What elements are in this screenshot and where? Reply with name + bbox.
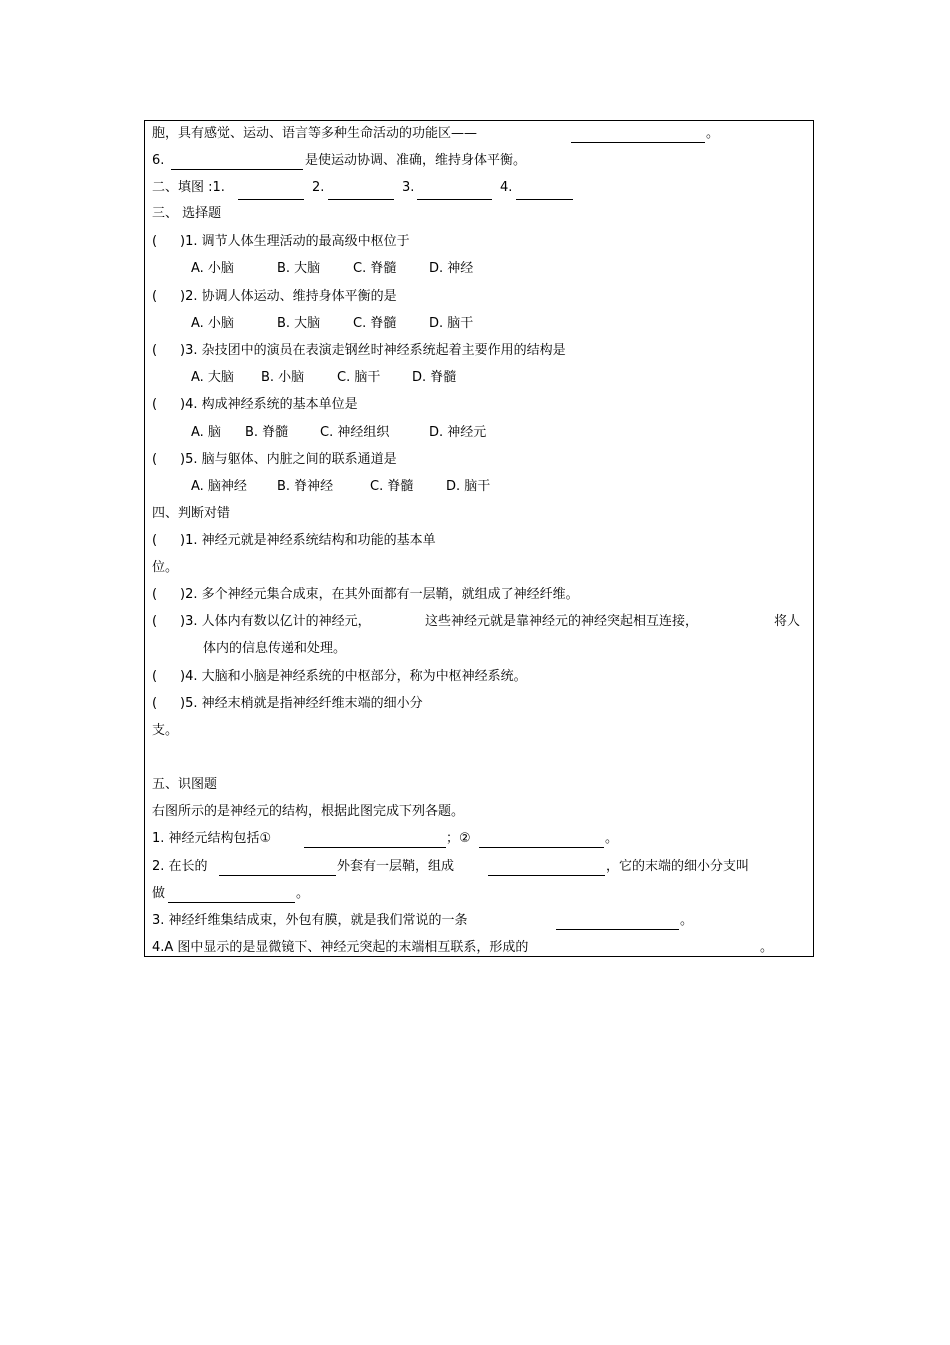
answer-paren[interactable]: ( (152, 343, 158, 358)
question-text: ；② (446, 831, 471, 846)
option[interactable]: B. 脊髓 (245, 425, 289, 440)
statement: )3. 人体内有数以亿计的神经元， (180, 614, 371, 629)
answer-paren[interactable]: ( (152, 533, 158, 548)
option[interactable]: A. 小脑 (191, 261, 234, 276)
question-text: 3. 神经纤维集结成束，外包有膜，就是我们常说的一条 (152, 913, 468, 928)
answer-blank[interactable] (168, 890, 295, 903)
option[interactable]: C. 脊髓 (353, 316, 397, 331)
option[interactable]: A. 小脑 (191, 316, 234, 331)
question-text: 。 (760, 940, 774, 955)
question-stem: )3. 杂技团中的演员在表演走钢丝时神经系统起着主要作用的结构是 (180, 343, 566, 358)
option[interactable]: D. 脑干 (429, 316, 474, 331)
statement: )5. 神经末梢就是指神经纤维末端的细小分 (180, 696, 423, 711)
option[interactable]: D. 神经 (429, 261, 474, 276)
option[interactable]: A. 脑神经 (191, 479, 247, 494)
answer-blank[interactable] (479, 835, 604, 848)
answer-paren[interactable]: ( (152, 234, 158, 249)
statement-continued: 体内的信息传递和处理。 (203, 641, 347, 656)
option[interactable]: D. 神经元 (429, 425, 487, 440)
question-text: 4.A 图中显示的是显微镜下、神经元突起的末端相互联系，形成的 (152, 940, 529, 955)
section-intro: 右图所示的是神经元的结构，根据此图完成下列各题。 (152, 804, 465, 819)
statement-continued: 支。 (152, 723, 179, 738)
question-text: 做 (152, 886, 166, 901)
question-text: ，它的末端的细小分支叫 (606, 859, 750, 874)
answer-paren[interactable]: ( (152, 614, 158, 629)
question-stem: )4. 构成神经系统的基本单位是 (180, 397, 358, 412)
fill-number: 4. (500, 180, 513, 195)
question-text: 2. 在长的 (152, 859, 208, 874)
option[interactable]: B. 脊神经 (277, 479, 334, 494)
statement: 这些神经元就是靠神经元的神经突起相互连接， (425, 614, 699, 629)
statement: 将人 (774, 614, 801, 629)
q6-text: 是使运动协调、准确，维持身体平衡。 (305, 153, 527, 168)
option[interactable]: A. 大脑 (191, 370, 234, 385)
question-stem: )1. 调节人体生理活动的最高级中枢位于 (180, 234, 410, 249)
question-text: 。 (296, 886, 310, 901)
section-heading: 五、识图题 (152, 777, 218, 792)
q6-number: 6. (152, 153, 165, 168)
statement-continued: 位。 (152, 560, 179, 575)
answer-blank[interactable] (328, 187, 394, 200)
statement: )4. 大脑和小脑是神经系统的中枢部分，称为中枢神经系统。 (180, 669, 527, 684)
answer-blank[interactable] (634, 944, 759, 957)
question-stem: )5. 脑与躯体、内脏之间的联系通道是 (180, 452, 397, 467)
option[interactable]: A. 脑 (191, 425, 221, 440)
statement: )2. 多个神经元集合成束，在其外面都有一层鞘，就组成了神经纤维。 (180, 587, 579, 602)
answer-blank[interactable] (488, 863, 605, 876)
fill-label: 二、填图 :1. (152, 180, 225, 195)
question-text: 1. 神经元结构包括① (152, 831, 272, 846)
answer-paren[interactable]: ( (152, 669, 158, 684)
question-stem: )2. 协调人体运动、维持身体平衡的是 (180, 289, 397, 304)
intro-period: 。 (706, 126, 720, 141)
fill-number: 3. (402, 180, 415, 195)
option[interactable]: D. 脊髓 (412, 370, 457, 385)
answer-paren[interactable]: ( (152, 289, 158, 304)
answer-blank[interactable] (304, 835, 446, 848)
intro-fragment: 胞，具有感觉、运动、语言等多种生命活动的功能区—— (152, 126, 478, 141)
option[interactable]: B. 小脑 (261, 370, 305, 385)
option[interactable]: C. 脊髓 (353, 261, 397, 276)
answer-blank[interactable] (171, 157, 303, 170)
option[interactable]: C. 脊髓 (370, 479, 414, 494)
answer-blank[interactable] (571, 130, 705, 143)
option[interactable]: B. 大脑 (277, 316, 321, 331)
option[interactable]: D. 脑干 (446, 479, 491, 494)
answer-blank[interactable] (219, 863, 336, 876)
option[interactable]: B. 大脑 (277, 261, 321, 276)
fill-number: 2. (312, 180, 325, 195)
section-heading: 四、判断对错 (152, 506, 231, 521)
option[interactable]: C. 脑干 (337, 370, 381, 385)
answer-paren[interactable]: ( (152, 452, 158, 467)
question-text: 。 (605, 831, 619, 846)
answer-paren[interactable]: ( (152, 696, 158, 711)
section-heading: 三、 选择题 (152, 206, 222, 221)
statement: )1. 神经元就是神经系统结构和功能的基本单 (180, 533, 436, 548)
answer-blank[interactable] (238, 187, 304, 200)
answer-paren[interactable]: ( (152, 397, 158, 412)
question-text: 外套有一层鞘，组成 (337, 859, 455, 874)
answer-blank[interactable] (417, 187, 492, 200)
answer-blank[interactable] (556, 917, 679, 930)
option[interactable]: C. 神经组织 (320, 425, 390, 440)
answer-blank[interactable] (516, 187, 573, 200)
answer-paren[interactable]: ( (152, 587, 158, 602)
question-text: 。 (680, 913, 694, 928)
